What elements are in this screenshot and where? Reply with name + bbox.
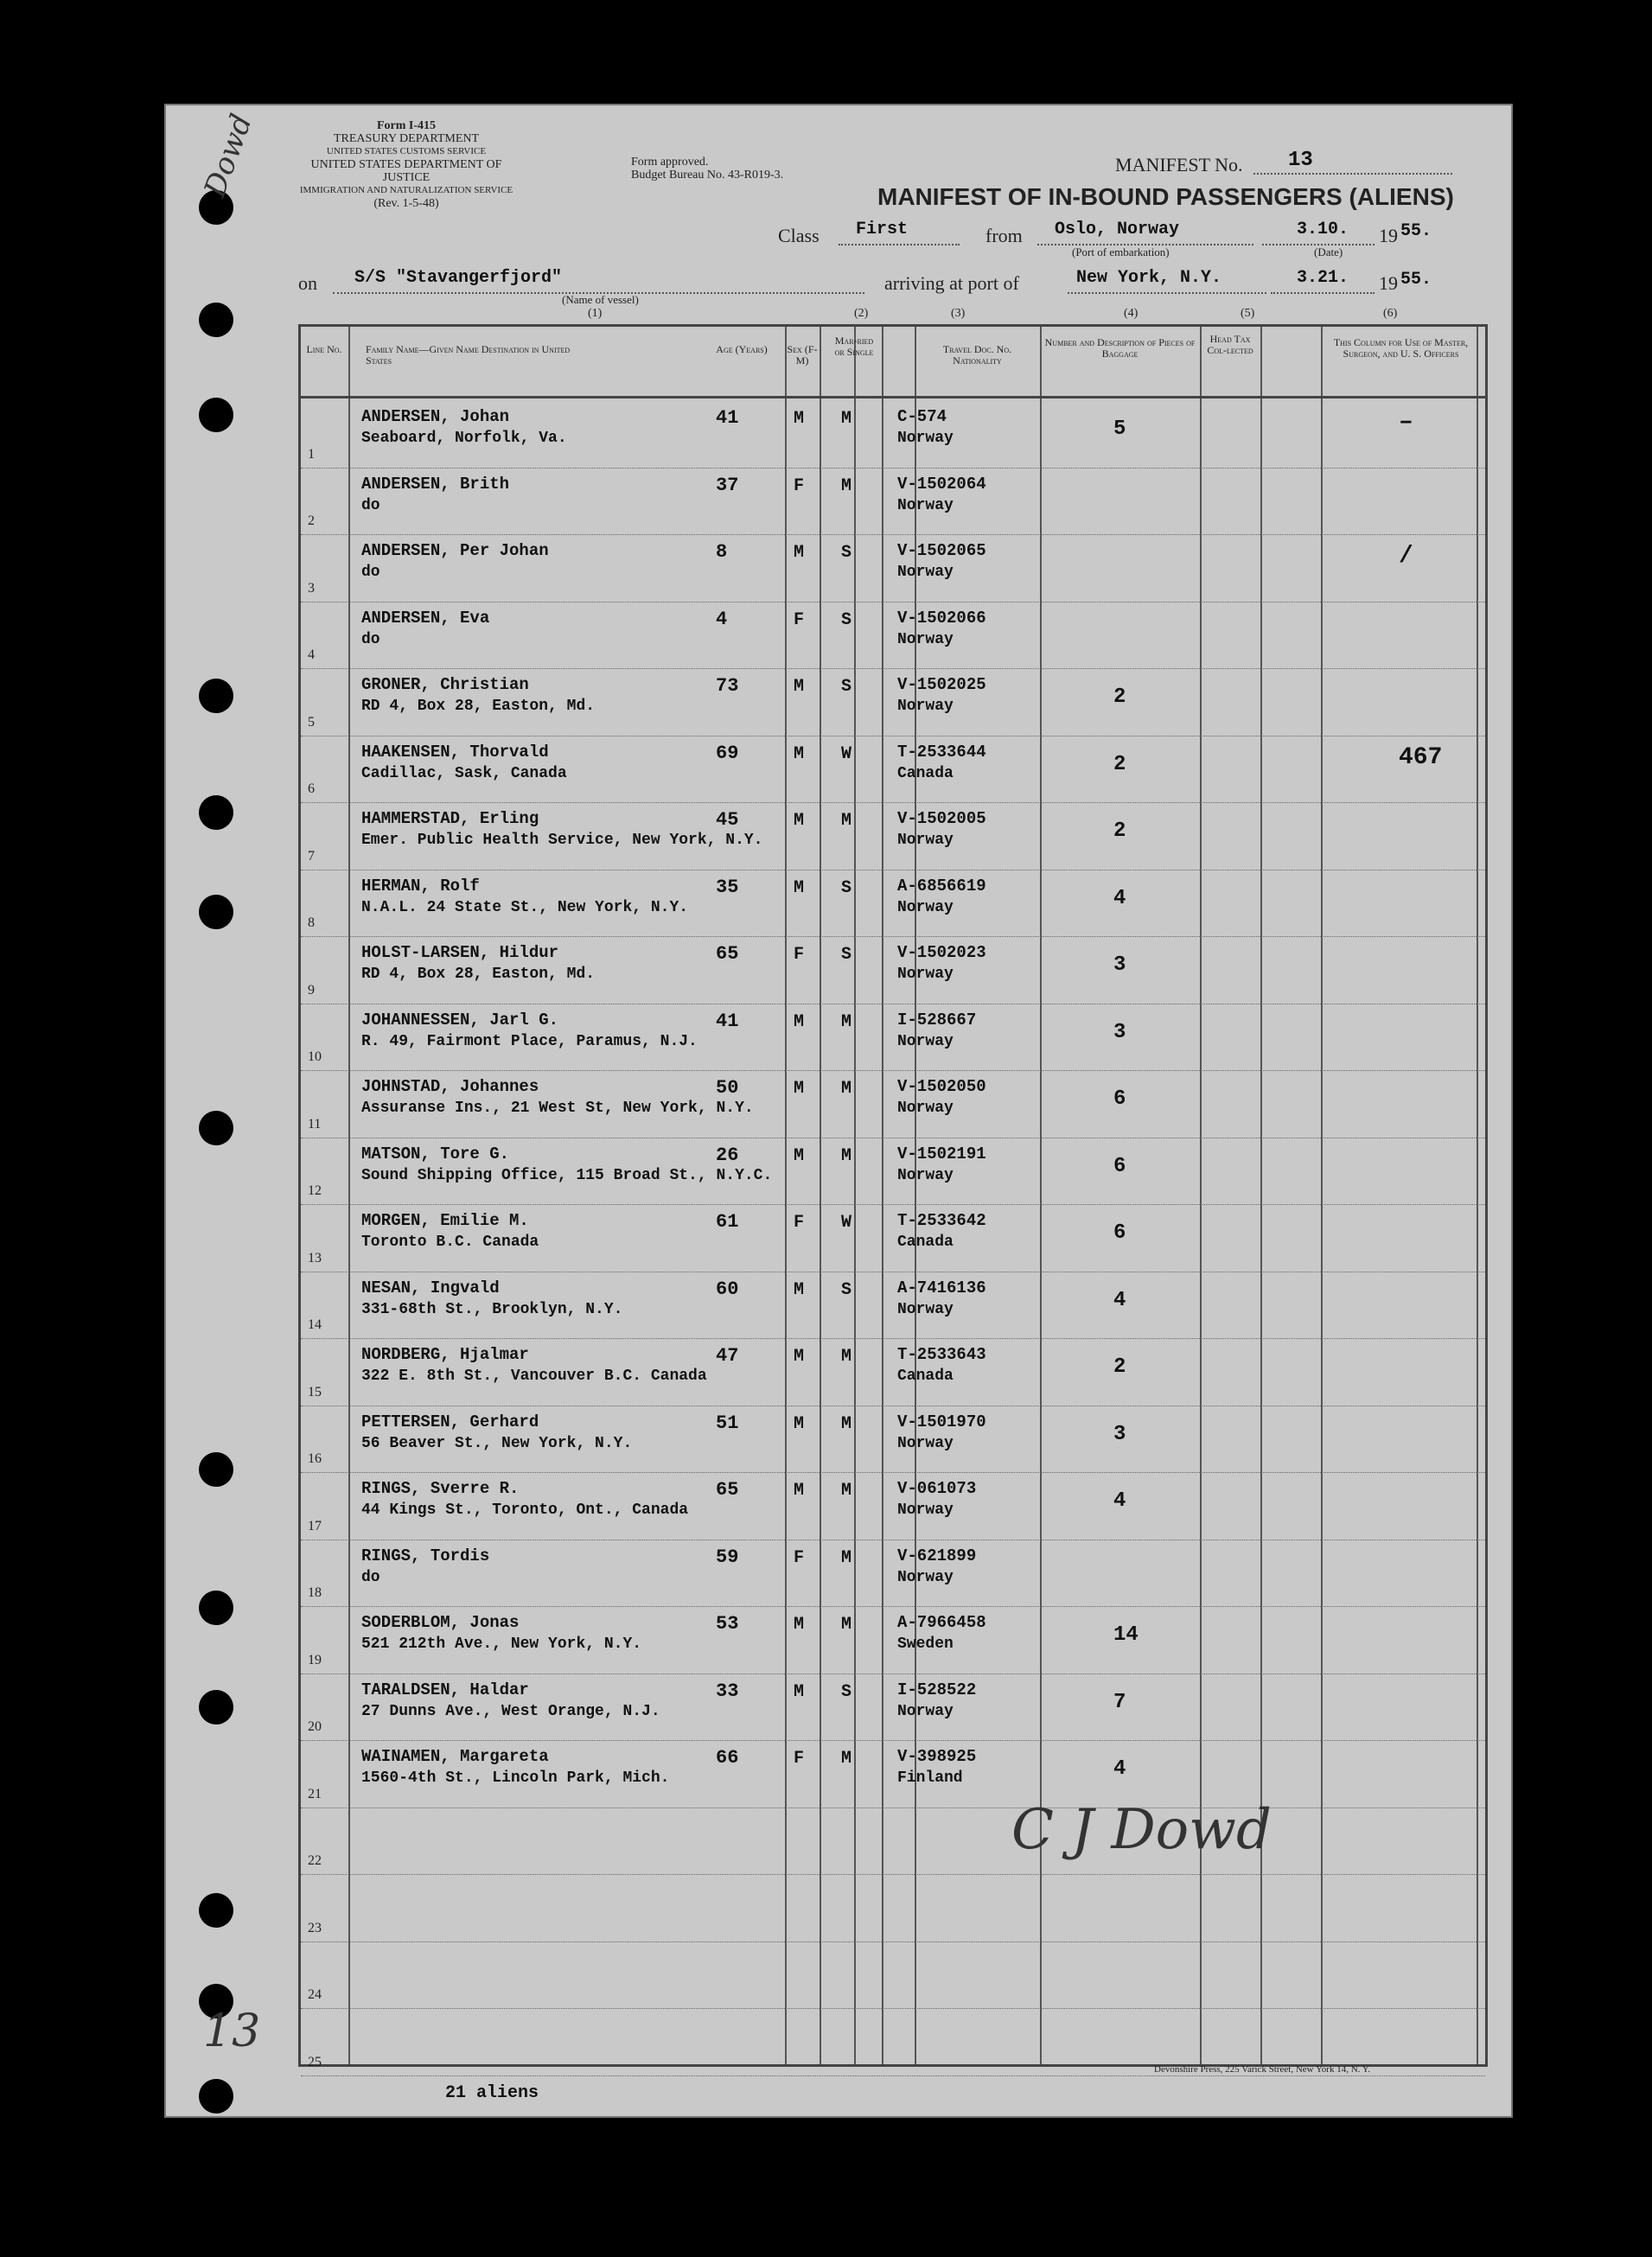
- line-number: 16: [308, 1451, 322, 1466]
- passenger-name: NORDBERG, Hjalmar: [361, 1345, 529, 1364]
- manifest-title: MANIFEST OF IN-BOUND PASSENGERS (ALIENS): [877, 183, 1454, 210]
- nationality: Norway: [897, 564, 954, 581]
- passenger-destination: 331-68th St., Brooklyn, N.Y.: [361, 1300, 623, 1318]
- nationality: Norway: [897, 832, 954, 849]
- passenger-name: RINGS, Tordis: [361, 1546, 490, 1565]
- table-row: [301, 1740, 1485, 1808]
- line-number: 18: [308, 1585, 322, 1600]
- passenger-destination: do: [361, 630, 380, 648]
- form-agency-block: [294, 119, 519, 210]
- col-header-tax: Head Tax Col-lected: [1207, 333, 1253, 356]
- punch-hole: [199, 398, 233, 432]
- date-caption: (Date): [1314, 245, 1343, 258]
- table-row: [301, 1338, 1485, 1406]
- nationality: Norway: [897, 1300, 954, 1318]
- manifest-no-line: [1253, 173, 1452, 175]
- baggage-count: 4: [1113, 886, 1126, 910]
- passenger-name: HOLST-LARSEN, Hildur: [361, 943, 559, 962]
- from-label: from: [985, 225, 1023, 246]
- passenger-age: 41: [716, 1010, 739, 1032]
- table-row: [301, 1272, 1485, 1339]
- baggage-count: 4: [1113, 1288, 1126, 1312]
- passenger-sex: M: [794, 1413, 805, 1434]
- passenger-destination: 1560-4th St., Lincoln Park, Mich.: [361, 1769, 670, 1787]
- passenger-marital: W: [841, 1213, 852, 1233]
- form-approved: Form approved.: [631, 156, 709, 169]
- nationality: Canada: [897, 1234, 954, 1251]
- nationality: Norway: [897, 1501, 954, 1519]
- passenger-destination: Assuranse Ins., 21 West St, New York, N.Y.: [361, 1100, 754, 1117]
- passenger-table: [298, 324, 1488, 2067]
- travel-doc-no: A-7966458: [897, 1613, 986, 1632]
- from-caption: (Port of embarkation): [1072, 245, 1170, 258]
- passenger-marital: S: [841, 543, 852, 563]
- from-value: Oslo, Norway: [1055, 220, 1180, 239]
- line-number: 9: [308, 982, 315, 998]
- passenger-name: ANDERSEN, Per Johan: [361, 541, 549, 560]
- col-num-6: (6): [1383, 307, 1398, 320]
- line-number: 6: [308, 781, 315, 796]
- table-row: [301, 736, 1485, 803]
- manifest-label: MANIFEST No.: [1115, 154, 1243, 175]
- travel-doc-no: V-1502064: [897, 474, 986, 494]
- passenger-sex: M: [794, 543, 805, 563]
- col-header-baggage: Number and Description of Pieces of Baggage: [1044, 336, 1196, 360]
- passenger-sex: M: [794, 1681, 805, 1702]
- nationality: Canada: [897, 764, 954, 782]
- passenger-age: 8: [716, 541, 728, 563]
- table-row: [301, 1606, 1485, 1674]
- form-number: Form I-415: [376, 119, 437, 132]
- passenger-marital: S: [841, 609, 852, 630]
- passenger-name: TARALDSEN, Haldar: [361, 1680, 529, 1699]
- line-number: 13: [308, 1250, 322, 1266]
- passenger-destination: RD 4, Box 28, Easton, Md.: [361, 966, 596, 983]
- line-number: 15: [308, 1384, 322, 1399]
- arrival-date: 3.21.: [1297, 268, 1349, 288]
- nationality: Canada: [897, 1368, 954, 1385]
- passenger-age: 66: [716, 1747, 739, 1769]
- baggage-count: 7: [1113, 1690, 1126, 1714]
- passenger-name: JOHNSTAD, Johannes: [361, 1077, 539, 1096]
- passenger-marital: M: [841, 1079, 852, 1099]
- passenger-destination: Sound Shipping Office, 115 Broad St., N.Y.C.: [361, 1166, 773, 1184]
- passenger-marital: S: [841, 677, 852, 697]
- nationality: Norway: [897, 1166, 954, 1184]
- baggage-count: 5: [1113, 418, 1126, 441]
- line-number: 3: [308, 580, 315, 596]
- dept-treasury-sub: UNITED STATES CUSTOMS SERVICE: [326, 146, 487, 156]
- line-number: 22: [308, 1853, 322, 1868]
- baggage-count: 6: [1113, 1154, 1126, 1178]
- line-number: 20: [308, 1719, 322, 1734]
- passenger-name: HERMAN, Rolf: [361, 876, 480, 896]
- table-row: [301, 400, 1485, 468]
- passenger-age: 73: [716, 675, 739, 697]
- passenger-marital: M: [841, 1011, 852, 1032]
- col-header-name: Family Name—Given Name Destination in United States: [366, 343, 571, 367]
- table-row: [301, 1472, 1485, 1540]
- travel-doc-no: V-1502023: [897, 943, 986, 962]
- table-row: [301, 870, 1485, 937]
- passenger-marital: M: [841, 475, 852, 496]
- passenger-age: 65: [716, 943, 739, 965]
- travel-doc-no: T-2533643: [897, 1345, 986, 1364]
- passenger-marital: S: [841, 945, 852, 965]
- nationality: Norway: [897, 1032, 954, 1050]
- approval-block: [631, 156, 821, 182]
- passenger-name: SODERBLOM, Jonas: [361, 1613, 520, 1632]
- baggage-count: 3: [1113, 1422, 1126, 1446]
- travel-doc-no: I-528667: [897, 1010, 977, 1030]
- punch-hole: [199, 1690, 233, 1725]
- table-row: [301, 802, 1485, 870]
- col-num-2: (2): [854, 307, 869, 320]
- arriving-label: arriving at port of: [884, 272, 1019, 294]
- departure-date: 3.10.: [1297, 220, 1349, 239]
- manifest-page: [164, 104, 1513, 2118]
- passenger-marital: M: [841, 1347, 852, 1367]
- table-row: [301, 1540, 1485, 1607]
- passenger-name: MORGEN, Emilie M.: [361, 1211, 529, 1230]
- baggage-count: 2: [1113, 685, 1126, 709]
- nationality: Norway: [897, 1434, 954, 1452]
- baggage-count: 2: [1113, 752, 1126, 776]
- dept-justice: UNITED STATES DEPARTMENT OF JUSTICE: [310, 158, 502, 184]
- passenger-sex: F: [794, 1749, 805, 1769]
- line-number: 8: [308, 915, 315, 930]
- passenger-marital: M: [841, 1547, 852, 1568]
- line-number: 5: [308, 714, 315, 730]
- passenger-marital: M: [841, 1615, 852, 1635]
- passenger-age: 41: [716, 407, 739, 429]
- passenger-sex: F: [794, 609, 805, 630]
- alien-count: 21 aliens: [445, 2083, 539, 2103]
- passenger-destination: 322 E. 8th St., Vancouver B.C. Canada: [361, 1368, 707, 1385]
- line-number: 17: [308, 1518, 322, 1533]
- passenger-name: GRONER, Christian: [361, 675, 529, 694]
- travel-doc-no: V-398925: [897, 1747, 977, 1766]
- punch-hole: [199, 679, 233, 713]
- officer-mark: –: [1399, 409, 1413, 436]
- passenger-destination: do: [361, 564, 380, 581]
- baggage-count: 3: [1113, 953, 1126, 977]
- passenger-name: ANDERSEN, Eva: [361, 608, 490, 628]
- passenger-marital: S: [841, 1279, 852, 1300]
- travel-doc-no: V-1502191: [897, 1144, 986, 1164]
- travel-doc-no: A-6856619: [897, 876, 986, 896]
- nationality: Finland: [897, 1769, 963, 1787]
- passenger-destination: 521 212th Ave., New York, N.Y.: [361, 1635, 642, 1653]
- passenger-age: 69: [716, 742, 739, 764]
- col-header-travel: Travel Doc. No. Nationality: [942, 343, 1012, 367]
- passenger-sex: M: [794, 1079, 805, 1099]
- passenger-sex: M: [794, 1481, 805, 1501]
- line-number: 12: [308, 1183, 322, 1198]
- date2-line: [1271, 292, 1375, 294]
- passenger-name: WAINAMEN, Margareta: [361, 1747, 549, 1766]
- vessel-name: S/S "Stavangerfjord": [354, 268, 563, 288]
- officer-signature: C J Dowd: [1011, 1798, 1272, 1862]
- table-row: [301, 936, 1485, 1004]
- officer-mark: /: [1399, 543, 1413, 570]
- col-header-age: Age (Years): [716, 343, 768, 355]
- passenger-destination: RD 4, Box 28, Easton, Md.: [361, 698, 596, 715]
- punch-hole: [199, 795, 233, 830]
- passenger-sex: M: [794, 743, 805, 764]
- passenger-age: 53: [716, 1613, 739, 1635]
- bottom-margin-number: 13: [203, 2005, 261, 2057]
- line-number: 24: [308, 1987, 322, 2002]
- passenger-age: 51: [716, 1412, 739, 1434]
- nationality: Sweden: [897, 1635, 954, 1653]
- class-label: Class: [778, 225, 820, 246]
- passenger-marital: M: [841, 811, 852, 831]
- manifest-no: 13: [1288, 149, 1313, 172]
- travel-doc-no: V-1502050: [897, 1077, 986, 1096]
- passenger-sex: M: [794, 1347, 805, 1367]
- baggage-count: 2: [1113, 1355, 1126, 1379]
- dept-treasury: TREASURY DEPARTMENT: [333, 132, 480, 145]
- nationality: Norway: [897, 1702, 954, 1720]
- passenger-age: 59: [716, 1546, 739, 1568]
- travel-doc-no: A-7416136: [897, 1278, 986, 1297]
- printer-credit: Devonshire Press, 225 Varick Street, New York 14, N. Y.: [1154, 2064, 1371, 2075]
- nationality: Norway: [897, 898, 954, 916]
- travel-doc-no: T-2533644: [897, 742, 986, 762]
- table-row: [301, 602, 1485, 669]
- col-num-5: (5): [1241, 307, 1255, 320]
- baggage-count: 4: [1113, 1489, 1126, 1513]
- passenger-marital: M: [841, 1145, 852, 1166]
- travel-doc-no: V-1502065: [897, 541, 986, 560]
- col-num-3: (3): [951, 307, 966, 320]
- passenger-sex: M: [794, 409, 805, 429]
- table-row: [301, 1674, 1485, 1741]
- table-row: [301, 668, 1485, 736]
- passenger-age: 26: [716, 1144, 739, 1166]
- punch-hole: [199, 2079, 233, 2114]
- vessel-caption: (Name of vessel): [562, 293, 639, 306]
- baggage-count: 4: [1113, 1757, 1126, 1781]
- table-row: [301, 1204, 1485, 1272]
- line-number: 7: [308, 848, 315, 864]
- travel-doc-no: C-574: [897, 407, 947, 426]
- travel-doc-no: V-1501970: [897, 1412, 986, 1431]
- passenger-sex: F: [794, 1547, 805, 1568]
- passenger-sex: M: [794, 877, 805, 898]
- baggage-count: 6: [1113, 1221, 1126, 1245]
- budget-bureau: Budget Bureau No. 43-R019-3.: [631, 169, 784, 182]
- punch-hole: [199, 303, 233, 337]
- line-number: 2: [308, 513, 315, 528]
- passenger-destination: 27 Dunns Ave., West Orange, N.J.: [361, 1702, 660, 1720]
- passenger-destination: Toronto B.C. Canada: [361, 1234, 539, 1251]
- punch-hole: [199, 1893, 233, 1928]
- travel-doc-no: V-061073: [897, 1479, 977, 1498]
- arrival-port: New York, N.Y.: [1076, 268, 1222, 288]
- punch-hole: [199, 895, 233, 929]
- nationality: Norway: [897, 430, 954, 447]
- table-row: [301, 534, 1485, 602]
- table-row: [301, 1874, 1485, 1941]
- line-number: 25: [308, 2054, 322, 2069]
- nationality: Norway: [897, 698, 954, 715]
- arrival-year: 55.: [1400, 270, 1432, 290]
- line-number: 23: [308, 1920, 322, 1935]
- passenger-sex: M: [794, 1011, 805, 1032]
- passenger-age: 61: [716, 1211, 739, 1233]
- passenger-sex: F: [794, 945, 805, 965]
- nationality: Norway: [897, 630, 954, 648]
- passenger-destination: do: [361, 496, 380, 514]
- passenger-name: RINGS, Sverre R.: [361, 1479, 520, 1498]
- passenger-age: 60: [716, 1278, 739, 1300]
- passenger-destination: Cadillac, Sask, Canada: [361, 764, 567, 782]
- passenger-age: 65: [716, 1479, 739, 1501]
- port-line: [1068, 292, 1266, 294]
- travel-doc-no: V-621899: [897, 1546, 977, 1565]
- line-number: 1: [308, 446, 315, 462]
- passenger-name: HAAKENSEN, Thorvald: [361, 742, 549, 762]
- passenger-name: HAMMERSTAD, Erling: [361, 809, 539, 828]
- punch-hole: [199, 1591, 233, 1625]
- baggage-count: 3: [1113, 1020, 1126, 1044]
- passenger-sex: F: [794, 475, 805, 496]
- col-num-1: (1): [588, 307, 603, 320]
- line-number: 19: [308, 1652, 322, 1667]
- passenger-name: ANDERSEN, Brith: [361, 474, 510, 494]
- passenger-sex: F: [794, 1213, 805, 1233]
- passenger-age: 4: [716, 608, 728, 630]
- passenger-sex: M: [794, 677, 805, 697]
- year-prefix-1: 19: [1379, 225, 1398, 246]
- punch-hole: [199, 1111, 233, 1145]
- table-row: [301, 1941, 1485, 2009]
- class-value: First: [856, 220, 909, 239]
- table-row: [301, 1138, 1485, 1205]
- form-revision: (Rev. 1-5-48): [373, 197, 439, 210]
- table-row: [301, 1004, 1485, 1071]
- passenger-age: 33: [716, 1680, 739, 1702]
- baggage-count: 14: [1113, 1623, 1139, 1647]
- passenger-name: ANDERSEN, Johan: [361, 407, 510, 426]
- passenger-sex: M: [794, 1145, 805, 1166]
- passenger-marital: M: [841, 1413, 852, 1434]
- departure-year: 55.: [1400, 221, 1432, 241]
- passenger-destination: Seaboard, Norfolk, Va.: [361, 430, 567, 447]
- passenger-destination: 56 Beaver St., New York, N.Y.: [361, 1434, 633, 1452]
- baggage-count: 2: [1113, 819, 1126, 843]
- nationality: Norway: [897, 1100, 954, 1117]
- corner-note: Dowd: [197, 109, 259, 202]
- passenger-marital: S: [841, 877, 852, 898]
- passenger-name: PETTERSEN, Gerhard: [361, 1412, 539, 1431]
- passenger-destination: 44 Kings St., Toronto, Ont., Canada: [361, 1501, 689, 1519]
- passenger-destination: do: [361, 1568, 380, 1586]
- table-row: [301, 1070, 1485, 1138]
- passenger-age: 45: [716, 809, 739, 831]
- passenger-marital: S: [841, 1681, 852, 1702]
- passenger-age: 35: [716, 876, 739, 898]
- passenger-age: 37: [716, 474, 739, 496]
- col-num-4: (4): [1124, 307, 1139, 320]
- passenger-age: 50: [716, 1077, 739, 1099]
- line-number: 14: [308, 1317, 322, 1332]
- col-header-officers: This Column for Use of Master, Surgeon, and U. S. Officers: [1333, 336, 1469, 360]
- travel-doc-no: V-1502005: [897, 809, 986, 828]
- passenger-name: NESAN, Ingvald: [361, 1278, 500, 1297]
- travel-doc-no: I-528522: [897, 1680, 977, 1699]
- line-number: 21: [308, 1786, 322, 1801]
- line-number: 10: [308, 1049, 322, 1064]
- on-label: on: [298, 272, 317, 294]
- table-row: [301, 1808, 1485, 1875]
- year-prefix-2: 19: [1379, 272, 1398, 294]
- passenger-sex: M: [794, 1279, 805, 1300]
- line-number: 4: [308, 647, 315, 662]
- col-header-line: Line No.: [306, 343, 342, 355]
- passenger-name: MATSON, Tore G.: [361, 1144, 510, 1164]
- passenger-destination: Emer. Public Health Service, New York, N.Y.: [361, 832, 763, 849]
- table-row: [301, 468, 1485, 535]
- col-header-sex: Sex (F-M): [787, 343, 818, 367]
- nationality: Norway: [897, 1568, 954, 1586]
- officer-mark: 467: [1399, 743, 1443, 771]
- passenger-age: 47: [716, 1345, 739, 1367]
- passenger-marital: M: [841, 409, 852, 429]
- passenger-sex: M: [794, 811, 805, 831]
- col-header-married: Mar-ried or Single: [834, 335, 874, 358]
- punch-hole: [199, 1452, 233, 1487]
- passenger-marital: W: [841, 743, 852, 764]
- passenger-marital: M: [841, 1481, 852, 1501]
- nationality: Norway: [897, 966, 954, 983]
- passenger-sex: M: [794, 1615, 805, 1635]
- dept-justice-sub: IMMIGRATION AND NATURALIZATION SERVICE: [299, 185, 513, 195]
- travel-doc-no: T-2533642: [897, 1211, 986, 1230]
- baggage-count: 6: [1113, 1087, 1126, 1111]
- passenger-name: JOHANNESSEN, Jarl G.: [361, 1010, 559, 1030]
- nationality: Norway: [897, 496, 954, 514]
- passenger-marital: M: [841, 1749, 852, 1769]
- line-number: 11: [308, 1116, 322, 1132]
- passenger-destination: N.A.L. 24 State St., New York, N.Y.: [361, 898, 689, 916]
- table-row: [301, 1406, 1485, 1473]
- passenger-destination: R. 49, Fairmont Place, Paramus, N.J.: [361, 1032, 698, 1050]
- class-line: [839, 244, 960, 245]
- travel-doc-no: V-1502066: [897, 608, 986, 628]
- travel-doc-no: V-1502025: [897, 675, 986, 694]
